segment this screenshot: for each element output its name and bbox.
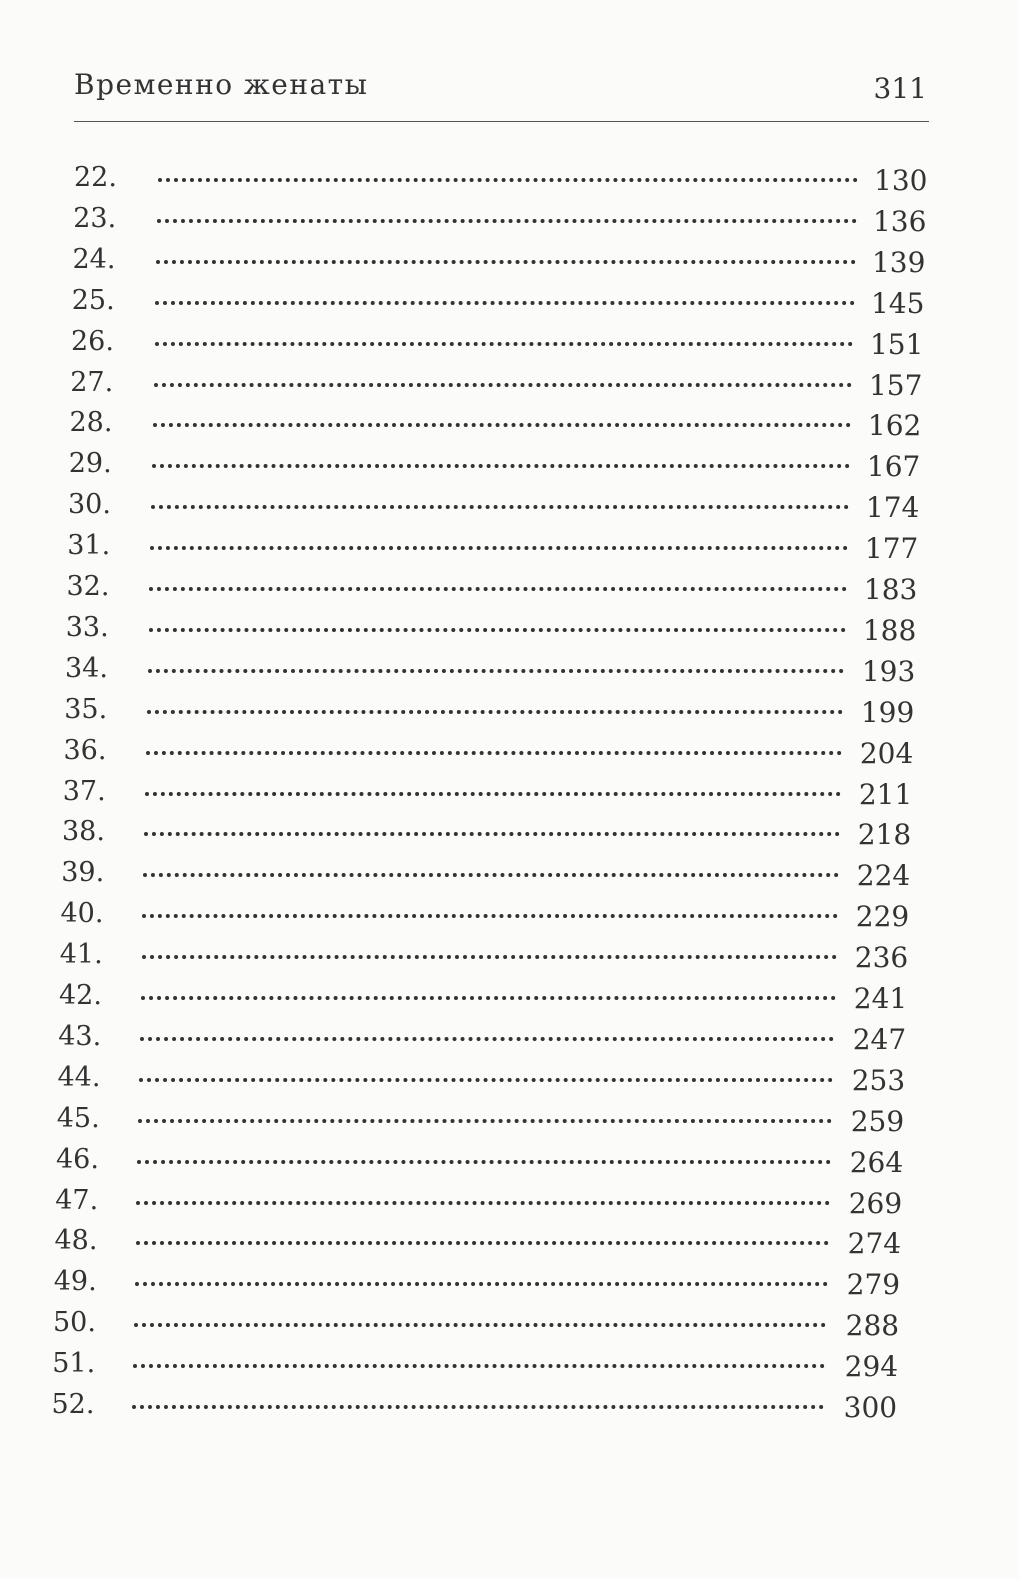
leader-dots	[153, 417, 851, 427]
toc-page-number: 241	[853, 982, 908, 1015]
toc-row	[57, 1061, 918, 1110]
chapter-number: 35.	[64, 693, 108, 725]
toc-row	[71, 284, 932, 333]
chapter-number: 31.	[67, 530, 111, 562]
leader-dots	[149, 622, 846, 632]
toc-page-number: 247	[852, 1022, 907, 1056]
toc-page-number: 157	[868, 368, 923, 402]
toc-row	[60, 898, 921, 946]
chapter-number: 49.	[53, 1266, 97, 1298]
toc-row	[53, 1307, 913, 1355]
leader-dots	[136, 1235, 829, 1245]
toc-row	[68, 448, 929, 496]
toc-row	[72, 243, 933, 292]
chapter-number: 24.	[72, 243, 116, 275]
toc-row	[65, 611, 926, 660]
chapter-number: 30.	[68, 489, 111, 521]
leader-dots	[142, 908, 837, 918]
leader-dots	[132, 1399, 824, 1409]
toc-page-number: 151	[869, 327, 924, 361]
toc-page-number: 211	[858, 777, 913, 811]
leader-dots	[133, 1358, 825, 1368]
chapter-number: 39.	[61, 857, 105, 889]
leader-dots	[155, 336, 854, 346]
leader-dots	[156, 254, 855, 264]
chapter-number: 40.	[60, 898, 104, 930]
chapter-number: 37.	[62, 775, 106, 807]
chapter-number: 22.	[74, 162, 117, 193]
toc-page-number: 167	[866, 450, 921, 484]
toc-page-number: 253	[851, 1063, 906, 1097]
toc-row	[55, 1184, 915, 1233]
toc-page-number: 193	[861, 654, 916, 688]
chapter-number: 43.	[58, 1020, 102, 1052]
chapter-number: 50.	[53, 1307, 96, 1339]
leader-dots	[134, 1317, 827, 1327]
chapter-number: 51.	[52, 1348, 96, 1380]
toc-row	[54, 1225, 915, 1273]
toc-row	[66, 571, 927, 619]
toc-page-number: 145	[870, 286, 925, 320]
leader-dots	[155, 295, 854, 305]
leader-dots	[143, 867, 839, 877]
leader-dots	[147, 704, 844, 714]
leader-dots	[139, 1072, 833, 1082]
chapter-number: 32.	[66, 571, 110, 602]
toc-row	[71, 325, 931, 374]
chapter-number: 25.	[71, 284, 115, 316]
chapter-number: 52.	[51, 1389, 95, 1420]
toc-row	[63, 734, 924, 783]
toc-page-number: 188	[862, 613, 917, 647]
toc-row	[51, 1389, 912, 1437]
chapter-number: 38.	[62, 816, 105, 848]
chapter-number: 41.	[59, 939, 103, 971]
toc-row	[62, 816, 922, 864]
leader-dots	[141, 990, 836, 1000]
leader-dots	[149, 581, 846, 591]
toc-page-number: 264	[849, 1145, 904, 1179]
leader-dots	[152, 458, 850, 468]
leader-dots	[154, 377, 853, 387]
toc-row	[67, 530, 927, 578]
chapter-number: 27.	[70, 366, 114, 398]
leader-dots	[158, 172, 858, 182]
chapter-number: 45.	[56, 1102, 100, 1134]
leader-dots	[157, 213, 857, 223]
toc-page-number: 199	[860, 695, 915, 729]
chapter-number: 48.	[54, 1225, 98, 1257]
toc-row	[58, 1020, 918, 1069]
chapter-number: 36.	[63, 734, 107, 766]
toc-row	[70, 366, 930, 415]
chapter-number: 44.	[57, 1061, 101, 1093]
chapter-number: 34.	[65, 652, 108, 684]
leader-dots	[148, 663, 845, 673]
toc-row	[52, 1348, 912, 1396]
toc-page-number: 229	[855, 900, 910, 934]
toc-page-number: 288	[845, 1309, 900, 1343]
toc-row	[68, 489, 928, 537]
toc-page-number: 236	[854, 941, 909, 975]
chapter-number: 23.	[73, 202, 117, 234]
leader-dots	[144, 826, 840, 836]
leader-dots	[136, 1195, 829, 1205]
page-number: 311	[873, 72, 927, 105]
chapter-number: 42.	[59, 980, 102, 1011]
toc-page-number: 274	[847, 1227, 902, 1261]
toc-row	[56, 1102, 917, 1151]
toc-row	[69, 407, 930, 455]
leader-dots	[146, 745, 842, 755]
toc-row	[59, 939, 920, 987]
chapter-number: 26.	[71, 325, 114, 357]
toc-row	[74, 162, 934, 210]
leader-dots	[151, 499, 849, 509]
toc-page-number: 183	[863, 573, 918, 606]
chapter-number: 33.	[65, 611, 109, 643]
leader-dots	[145, 786, 841, 796]
toc-page-number: 130	[874, 164, 928, 197]
leader-dots	[137, 1154, 831, 1164]
toc-row	[64, 693, 924, 742]
chapter-number: 46.	[56, 1143, 99, 1175]
leader-dots	[142, 949, 837, 959]
toc-page-number: 204	[859, 736, 914, 770]
toc-page-number: 174	[865, 491, 920, 525]
toc-page-number: 136	[872, 204, 927, 238]
leader-dots	[135, 1276, 828, 1286]
toc-page-number: 218	[857, 818, 912, 852]
toc-row	[65, 652, 925, 701]
toc-page-number: 294	[844, 1350, 899, 1384]
toc-page-number: 279	[846, 1268, 901, 1302]
toc-page-number: 259	[850, 1104, 905, 1138]
toc-page-number: 139	[871, 245, 926, 279]
running-title: Временно женаты	[74, 68, 369, 101]
chapter-number: 28.	[69, 407, 113, 439]
toc-row	[61, 857, 921, 905]
leader-dots	[140, 1031, 834, 1041]
toc-row	[59, 980, 919, 1028]
chapter-number: 29.	[68, 448, 112, 480]
toc-page-number: 300	[843, 1391, 898, 1424]
toc-row	[73, 202, 933, 251]
chapter-number: 47.	[55, 1184, 99, 1216]
toc-page-number: 177	[864, 532, 919, 566]
toc-page-number: 269	[848, 1186, 903, 1220]
toc-row	[62, 775, 923, 824]
toc-page-number: 224	[856, 859, 911, 893]
toc-page-number: 162	[867, 409, 922, 443]
toc-row	[56, 1143, 916, 1192]
leader-dots	[150, 540, 848, 550]
toc-row	[53, 1266, 914, 1314]
leader-dots	[138, 1113, 832, 1123]
